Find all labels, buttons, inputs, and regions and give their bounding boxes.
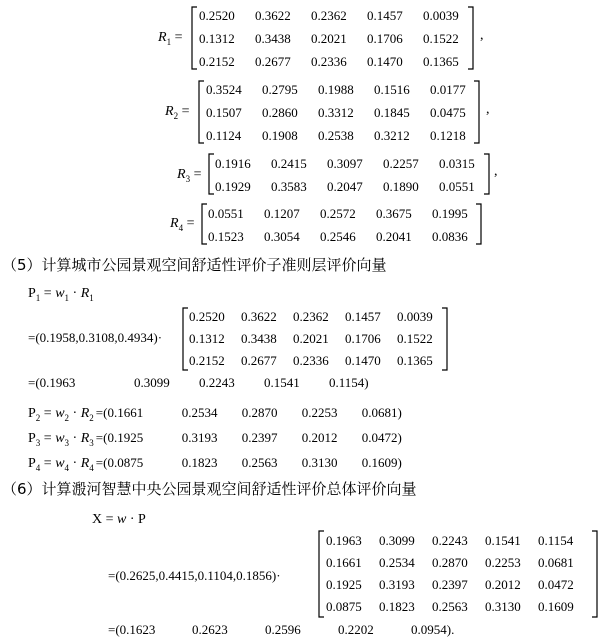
section-5-heading: （5）计算城市公园景观空间舒适性评价子准则层评价向量 (2, 256, 387, 274)
matrix-r1-label: $R_1$ = (158, 30, 183, 47)
matrix-row: 0.1523 0.3054 0.2546 0.2041 0.0836 (208, 229, 468, 244)
matrix-row: 0.3524 0.2795 0.1988 0.1516 0.0177 (206, 82, 466, 97)
matrix-row: 0.2520 0.3622 0.2362 0.1457 0.0039 (189, 309, 433, 324)
section-6-heading: （6）计算溵河智慧中央公园景观空间舒适性评价总体评价向量 (2, 480, 417, 498)
matrix-row: 0.1925 0.3193 0.2397 0.2012 0.0472 (326, 577, 574, 592)
p3-line: $P_3 = w_3 \cdot R_3 =(0.1925$ 0.3193 0.2397 0.2012 0.0472) (28, 430, 402, 448)
p1-result: =(0.1963 0.3099 0.2243 0.1541 0.1154) (28, 375, 369, 390)
left-bracket (316, 530, 326, 618)
comma: , (486, 102, 490, 117)
w1-weights: =(0.1958,0.3108,0.4934)· (28, 330, 163, 345)
p1-definition: $P_1 = w_1 \cdot R_1$ (28, 286, 94, 303)
matrix-row: 0.2152 0.2677 0.2336 0.1470 0.1365 (189, 353, 433, 368)
matrix-row: 0.1507 0.2860 0.3312 0.1845 0.0475 (206, 105, 466, 120)
matrix-row: 0.0875 0.1823 0.2563 0.3130 0.1609 (326, 599, 574, 614)
p2-line: $P_2 = w_2 \cdot R_2 =(0.1661$ 0.2534 0.2870 0.2253 0.0681) (28, 405, 402, 423)
x-definition: X = w · P (92, 512, 146, 527)
left-bracket (189, 6, 199, 70)
matrix-row: 0.1916 0.2415 0.3097 0.2257 0.0315 (215, 156, 475, 171)
total-weights: =(0.2625,0.4415,0.1104,0.1856)· (108, 568, 281, 583)
p4-line: $P_4 = w_4 \cdot R_4 =(0.0875$ 0.1823 0.2563 0.3130 0.1609) (28, 455, 402, 473)
matrix-row: 0.1661 0.2534 0.2870 0.2253 0.0681 (326, 555, 574, 570)
right-bracket (472, 80, 482, 144)
matrix-row: 0.1963 0.3099 0.2243 0.1541 0.1154 (326, 533, 574, 548)
comma: , (480, 28, 484, 43)
right-bracket (474, 203, 484, 245)
matrix-row: 0.2520 0.3622 0.2362 0.1457 0.0039 (199, 8, 459, 23)
right-bracket (590, 530, 600, 618)
matrix-row: 0.1312 0.3438 0.2021 0.1706 0.1522 (189, 331, 433, 346)
final-result: =(0.1623 0.2623 0.2596 0.2202 0.0954). (108, 622, 455, 637)
matrix-r3-label: $R_3$ = (177, 167, 202, 184)
matrix-row: 0.1312 0.3438 0.2021 0.1706 0.1522 (199, 31, 459, 46)
comma: , (494, 164, 498, 179)
matrix-r2-label: $R_2$ = (165, 104, 190, 121)
right-bracket (466, 6, 476, 70)
left-bracket (196, 80, 206, 144)
matrix-row: 0.1929 0.3583 0.2047 0.1890 0.0551 (215, 179, 475, 194)
right-bracket (440, 307, 450, 371)
matrix-row: 0.2152 0.2677 0.2336 0.1470 0.1365 (199, 54, 459, 69)
matrix-row: 0.0551 0.1207 0.2572 0.3675 0.1995 (208, 206, 468, 221)
right-bracket (482, 153, 492, 195)
matrix-row: 0.1124 0.1908 0.2538 0.3212 0.1218 (206, 128, 466, 143)
matrix-r4-label: $R_4$ = (170, 216, 195, 233)
